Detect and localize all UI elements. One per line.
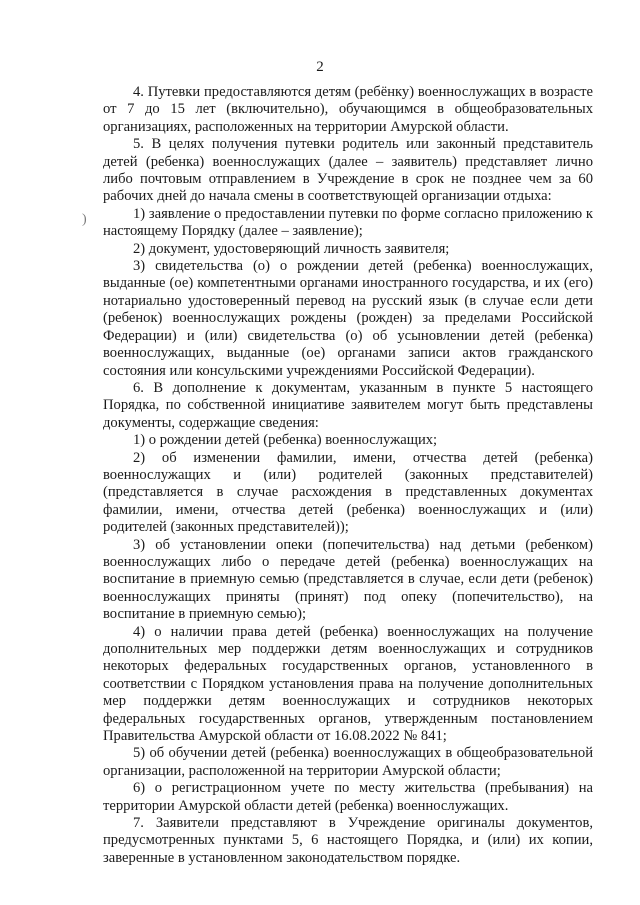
paragraph-subitem-6-2: 2) об изменении фамилии, имени, отчества детей (ребенка) военнослужащих и (или) родителей (законных представителей) (представляется в случае расхождения в представленных документах фамилии, имени, отчества детей (ребенка) военнослужащих и (или) родителей (законных представителей)); (103, 449, 593, 536)
paragraph-subitem-6-4: 4) о наличии права детей (ребенка) военнослужащих на получение дополнительных мер поддержки детям военнослужащих и сотрудников некоторых федеральных государственных органов, установленного в соответствии с Порядком установления права на получение дополнительных мер поддержки детям военнослужащих и сотрудников некоторых федеральных государственных органов, утвержденным постановлением Правительства Амурской области от 16.08.2022 № 841; (103, 623, 593, 745)
margin-mark: ) (82, 212, 87, 227)
document-body (103, 84, 593, 867)
paragraph-item-7: 7. Заявители представляют в Учреждение оригиналы документов, предусмотренных пунктами 5, 6 настоящего Порядка, и (или) их копии, заверенные в установленном законодательством порядке. (103, 815, 593, 866)
paragraph-subitem-5-1: 1) заявление о предоставлении путевки по форме согласно приложению к настоящему Порядку (далее – заявление); (103, 205, 593, 240)
paragraph-item-5: 5. В целях получения путевки родитель или законный представитель детей (ребенка) военнослужащих (далее – заявитель) представляет лично либо почтовым отправлением в Учреждение в срок не позднее чем за 60 рабочих дней до начала смены в соответствующей организации отдыха: (103, 136, 593, 205)
paragraph-item-4: 4. Путевки предоставляются детям (ребёнку) военнослужащих в возрасте от 7 до 15 лет (включительно), обучающимся в общеобразовательных организациях, расположенных на территории Амурской области. (103, 84, 593, 135)
paragraph-item-6: 6. В дополнение к документам, указанным в пункте 5 настоящего Порядка, по собственной инициативе заявителем могут быть представлены документы, содержащие сведения: (103, 379, 593, 431)
paragraph-subitem-6-3: 3) об установлении опеки (попечительства) над детьми (ребенком) военнослужащих либо о передаче детей (ребенка) военнослужащих на воспитание в приемную семью (представляется в случае, если дети (ребенок) военнослужащих приняты (принят) под опеку (попечительство), на воспитание в приемную семью); (103, 536, 593, 623)
paragraph-subitem-6-6: 6) о регистрационном учете по месту жительства (пребывания) на территории Амурской области детей (ребенка) военнослужащих. (103, 780, 593, 814)
paragraph-subitem-5-3: 3) свидетельства (о) о рождении детей (ребенка) военнослужащих, выданные (ое) компетентными органами иностранного государства, и их (его) нотариально удостоверенный перевод на русский язык (в случае если дети (ребенок) военнослужащих рождены (рожден) за пределами Российской Федерации) и (или) свидетельства (о) об усыновлении детей (ребенка) военнослужащих, выданные (ое) органами записи актов гражданского состояния или консульскими учреждениями Российской Федерации). (103, 258, 593, 379)
page-number: 2 (316, 59, 324, 75)
paragraph-subitem-6-5: 5) об обучении детей (ребенка) военнослужащих в общеобразовательной организации, расположенной на территории Амурской области; (103, 745, 593, 779)
paragraph-subitem-5-2: 2) документ, удостоверяющий личность заявителя; (133, 240, 450, 257)
paragraph-subitem-6-1: 1) о рождении детей (ребенка) военнослужащих; (133, 432, 438, 449)
